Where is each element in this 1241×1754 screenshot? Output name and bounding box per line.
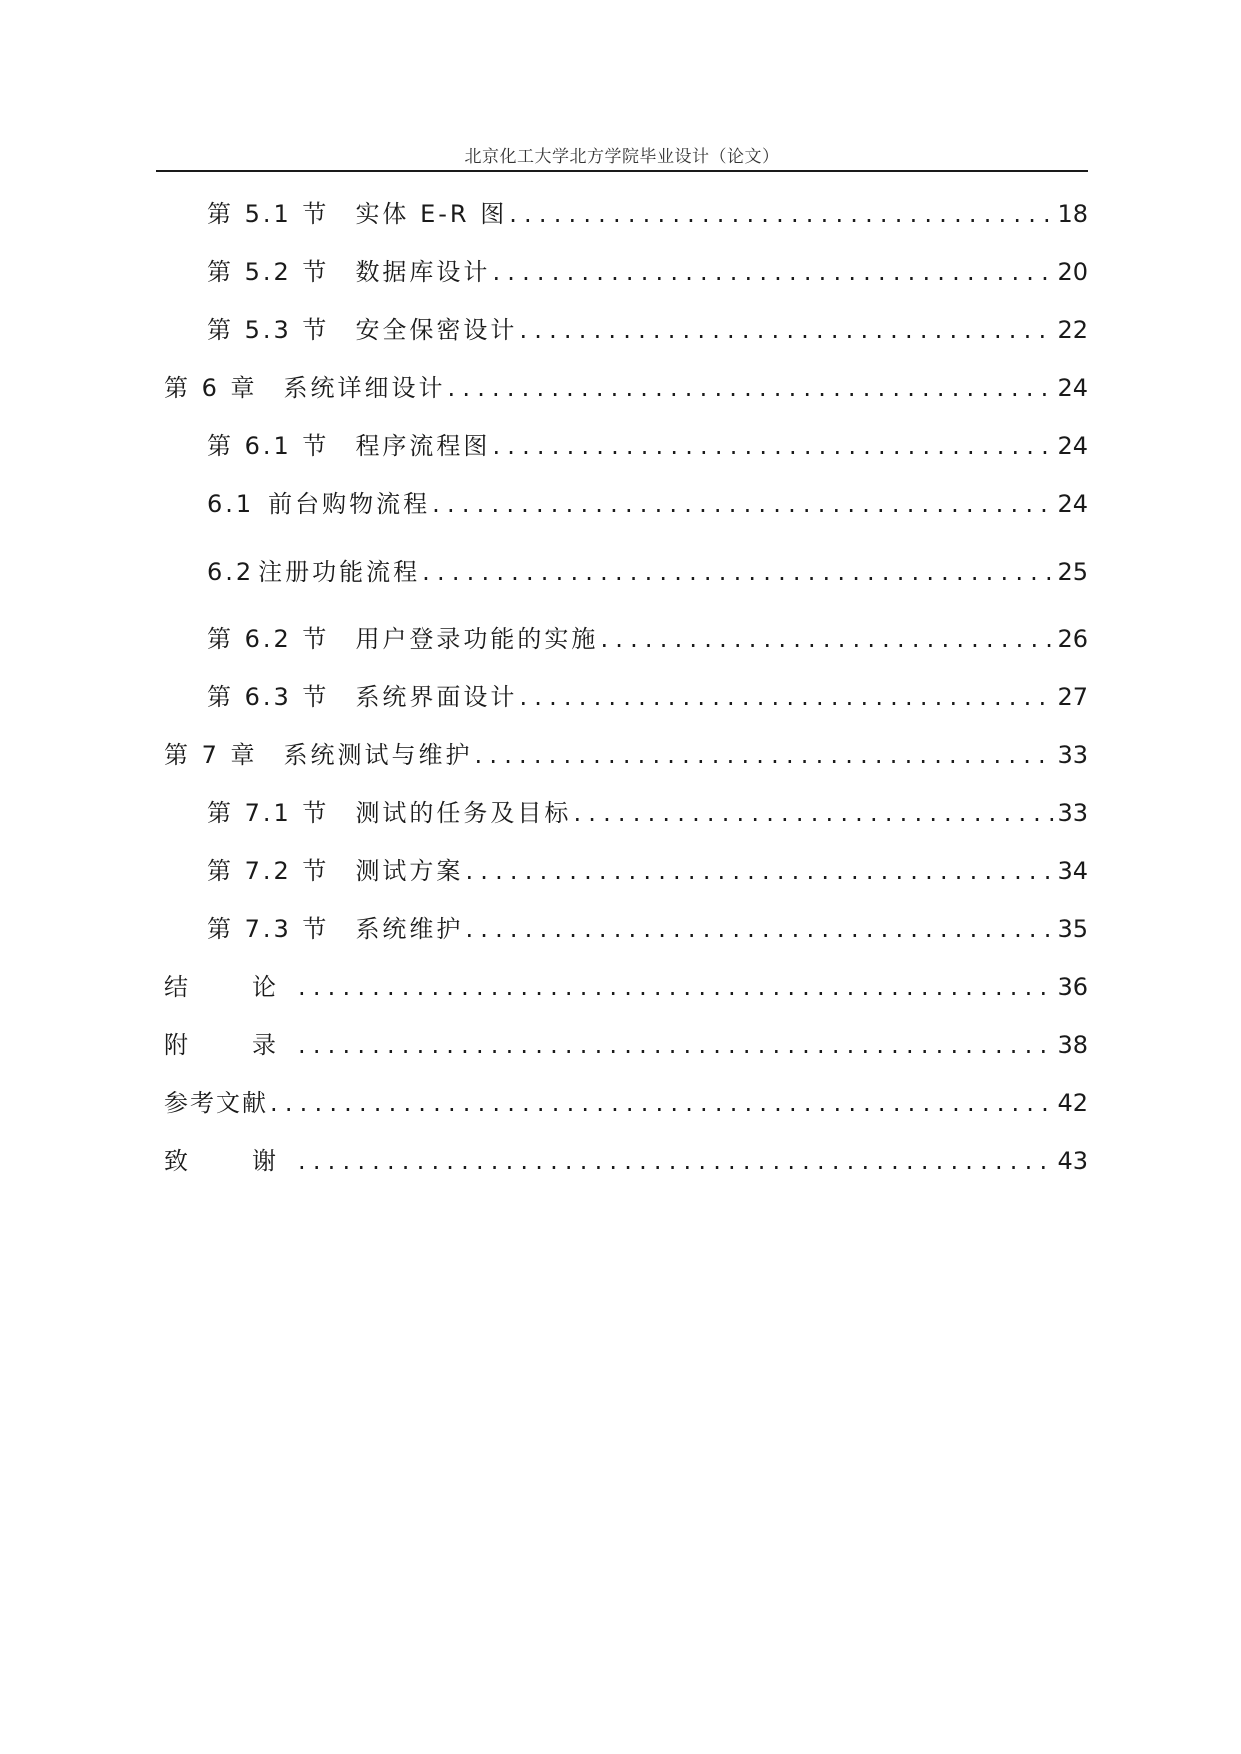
- dot-leader: [465, 853, 1055, 889]
- dot-leader: [509, 196, 1055, 232]
- dot-leader: [422, 554, 1055, 590]
- toc-entry-number: 6.2: [207, 558, 255, 586]
- toc-entry-page: 35: [1057, 915, 1088, 943]
- toc-entry[interactable]: [207, 679, 1088, 715]
- toc-entry-page: 43: [1057, 1147, 1088, 1175]
- toc-entry-title: 实体 E-R 图: [355, 200, 508, 228]
- toc-entry[interactable]: [207, 853, 1088, 889]
- toc-entry[interactable]: [207, 911, 1088, 947]
- toc-entry-page: 22: [1057, 316, 1088, 344]
- dot-leader: [519, 679, 1055, 715]
- dot-leader: [298, 1143, 1055, 1179]
- toc-entry[interactable]: [164, 737, 1088, 773]
- toc-entry-title: 用户登录功能的实施: [355, 625, 599, 653]
- toc-entry-page: 24: [1057, 490, 1088, 518]
- toc-entry-title: 前台购物流程: [268, 490, 431, 518]
- toc-entry-title: 致 谢: [164, 1147, 296, 1175]
- toc-entry-page: 38: [1057, 1031, 1088, 1059]
- toc-entry-page: 33: [1057, 741, 1088, 769]
- toc-entry-title: 测试的任务及目标: [355, 799, 572, 827]
- toc-entry-page: 27: [1057, 683, 1088, 711]
- toc-entry-number: 第 7.2 节: [207, 857, 330, 885]
- toc-entry[interactable]: [207, 428, 1088, 464]
- toc-entry-number: 第 7 章: [164, 741, 258, 769]
- toc-entry[interactable]: [164, 1085, 1088, 1121]
- dot-leader: [573, 795, 1055, 831]
- toc-entry-title: 程序流程图: [355, 432, 491, 460]
- dot-leader: [270, 1085, 1055, 1121]
- toc-entry-page: 20: [1057, 258, 1088, 286]
- toc-entry-page: 42: [1057, 1089, 1088, 1117]
- toc-entry-page: 34: [1057, 857, 1088, 885]
- dot-leader: [600, 621, 1055, 657]
- toc-entry-title: 安全保密设计: [355, 316, 518, 344]
- toc-entry[interactable]: [207, 795, 1088, 831]
- dot-leader: [492, 428, 1055, 464]
- dot-leader: [492, 254, 1055, 290]
- dot-leader: [448, 370, 1056, 406]
- toc-entry-number: 6.1: [207, 490, 255, 518]
- toc-entry-page: 18: [1057, 200, 1088, 228]
- toc-entry-number: 第 6.3 节: [207, 683, 330, 711]
- toc-entry-page: 25: [1057, 558, 1088, 586]
- toc-entry[interactable]: [207, 196, 1088, 232]
- toc-entry-page: 26: [1057, 625, 1088, 653]
- toc-entry-number: 第 6.2 节: [207, 625, 330, 653]
- toc-entry-number: 第 5.3 节: [207, 316, 330, 344]
- toc-entry-title: 数据库设计: [355, 258, 491, 286]
- dot-leader: [432, 486, 1055, 522]
- toc-entry-page: 24: [1057, 374, 1088, 402]
- toc-entry[interactable]: [164, 1027, 1088, 1063]
- header-title: 北京化工大学北方学院毕业设计（论文）: [464, 147, 780, 167]
- toc-entry-number: 第 5.2 节: [207, 258, 330, 286]
- toc-entry-number: 第 7.1 节: [207, 799, 330, 827]
- toc-entry-title: 附 录: [164, 1031, 296, 1059]
- toc-entry[interactable]: [207, 554, 1088, 590]
- toc-entry-page: 36: [1057, 973, 1088, 1001]
- toc-entry-title: 系统详细设计: [283, 374, 446, 402]
- toc-entry[interactable]: [207, 312, 1088, 348]
- toc-entry-number: 第 5.1 节: [207, 200, 330, 228]
- toc-entry-page: 24: [1057, 432, 1088, 460]
- toc-entry[interactable]: [207, 621, 1088, 657]
- dot-leader: [298, 1027, 1055, 1063]
- dot-leader: [465, 911, 1055, 947]
- dot-leader: [298, 969, 1055, 1005]
- toc-entry-number: 第 7.3 节: [207, 915, 330, 943]
- toc-entry[interactable]: [207, 486, 1088, 522]
- toc-entry[interactable]: [164, 370, 1088, 406]
- dot-leader: [519, 312, 1055, 348]
- toc-entry[interactable]: [207, 254, 1088, 290]
- toc-entry[interactable]: [164, 969, 1088, 1005]
- toc-entry-title: 系统界面设计: [355, 683, 518, 711]
- toc-entry[interactable]: [164, 1143, 1088, 1179]
- toc-entry-title: 测试方案: [355, 857, 464, 885]
- toc-entry-title: 注册功能流程: [258, 558, 421, 586]
- toc-entry-title: 参考文献: [164, 1089, 268, 1117]
- toc-entry-title: 系统测试与维护: [283, 741, 473, 769]
- toc-entry-page: 33: [1057, 799, 1088, 827]
- dot-leader: [475, 737, 1056, 773]
- toc-entry-number: 第 6 章: [164, 374, 258, 402]
- toc-entry-number: 第 6.1 节: [207, 432, 330, 460]
- toc-entry-title: 系统维护: [355, 915, 464, 943]
- toc-entry-title: 结 论: [164, 973, 296, 1001]
